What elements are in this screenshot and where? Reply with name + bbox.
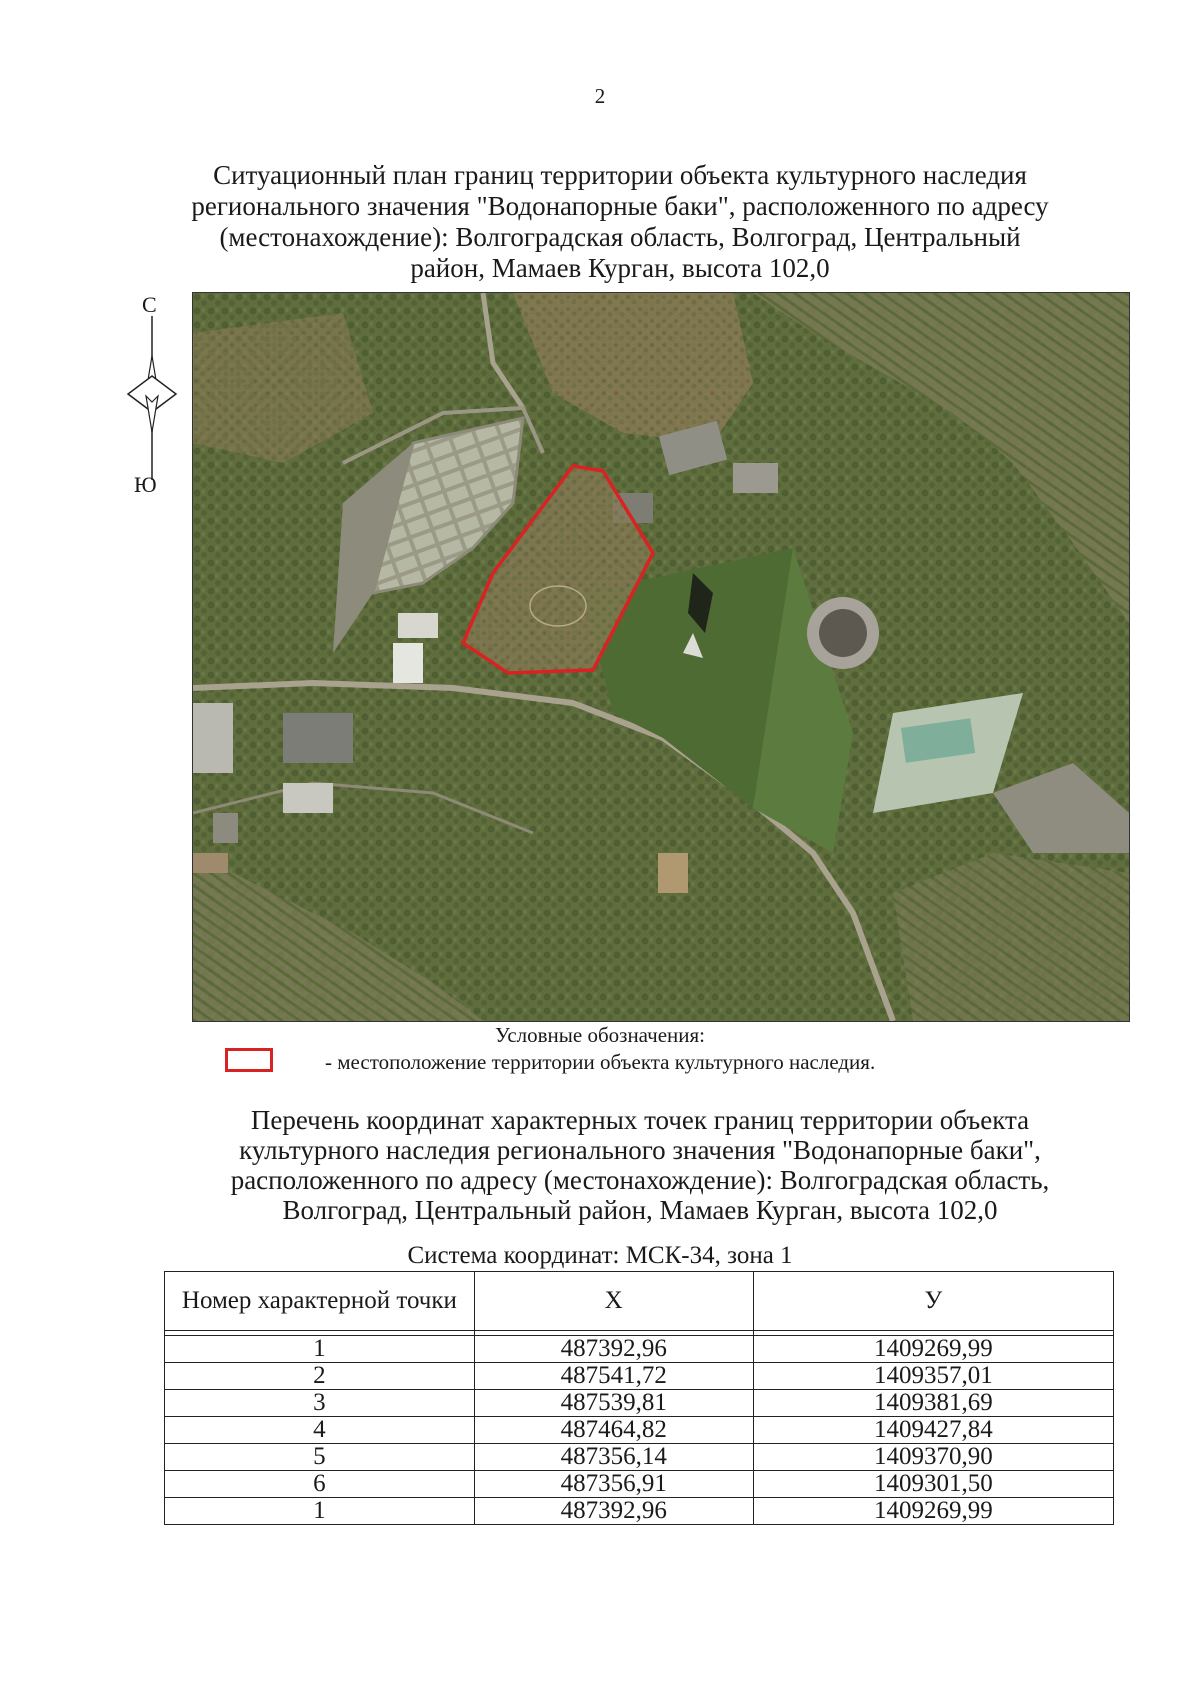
- table-row: [165, 1471, 1114, 1498]
- point-number: 6: [165, 1471, 475, 1498]
- coordinates-table: [164, 1271, 1114, 1525]
- coordinate-y: 1409269,99: [753, 1336, 1113, 1363]
- coordinate-system-caption: Система координат: МСК-34, зона 1: [407, 1242, 793, 1269]
- coordinate-x: 487539,81: [474, 1390, 753, 1417]
- point-number: 2: [165, 1363, 475, 1390]
- compass-north-label: С: [142, 292, 157, 317]
- coordinate-x: 487541,72: [474, 1363, 753, 1390]
- coordinate-x: 487356,91: [474, 1471, 753, 1498]
- column-header-y: У: [753, 1272, 1113, 1331]
- page-number: 2: [594, 84, 606, 108]
- table-row: [165, 1336, 1114, 1363]
- column-header-x: Х: [474, 1272, 753, 1331]
- legend-boundary-swatch: [225, 1048, 273, 1072]
- coordinate-x: 487356,14: [474, 1444, 753, 1471]
- satellite-map: [192, 292, 1130, 1022]
- coordinate-y: 1409427,84: [753, 1417, 1113, 1444]
- point-number: 5: [165, 1444, 475, 1471]
- point-number: 1: [165, 1498, 475, 1525]
- compass-south-label: Ю: [134, 472, 157, 497]
- map-image: [193, 293, 1129, 1021]
- coordinate-x: 487464,82: [474, 1417, 753, 1444]
- table-row: [165, 1498, 1114, 1525]
- legend-heading: Условные обозначения:: [494, 1023, 706, 1047]
- coordinate-y: 1409370,90: [753, 1444, 1113, 1471]
- coordinate-x: 487392,96: [474, 1498, 753, 1525]
- page-title: Ситуационный план границ территории объекта культурного наследия регионального значения "Водонапорные баки", расположенного по адресу (местонахождение): Волгоградская область, Волгоград, Центральный район, Мамаев Курган, высота 102,0: [191, 160, 1049, 283]
- coordinate-y: 1409357,01: [753, 1363, 1113, 1390]
- table-row: [165, 1444, 1114, 1471]
- table-header-row: [165, 1272, 1114, 1331]
- point-number: 3: [165, 1390, 475, 1417]
- coordinate-x: 487392,96: [474, 1336, 753, 1363]
- coordinates-list-title: Перечень координат характерных точек границ территории объекта культурного наследия регионального значения "Водонапорные баки", расположенного по адресу (местонахождение): Волгоградская область, Волгоград, Центральный район, Мамаев Курган, высота 102,0: [230, 1105, 1050, 1225]
- coordinate-y: 1409269,99: [753, 1498, 1113, 1525]
- legend-boundary-label: - местоположение территории объекта культурного наследия.: [325, 1050, 876, 1074]
- point-number: 4: [165, 1417, 475, 1444]
- table-row: [165, 1417, 1114, 1444]
- table-row: [165, 1390, 1114, 1417]
- column-header-point: Номер характерной точки: [165, 1272, 475, 1331]
- north-arrow-icon: [124, 316, 180, 480]
- point-number: 1: [165, 1336, 475, 1363]
- coordinate-y: 1409381,69: [753, 1390, 1113, 1417]
- table-row: [165, 1363, 1114, 1390]
- coordinate-y: 1409301,50: [753, 1471, 1113, 1498]
